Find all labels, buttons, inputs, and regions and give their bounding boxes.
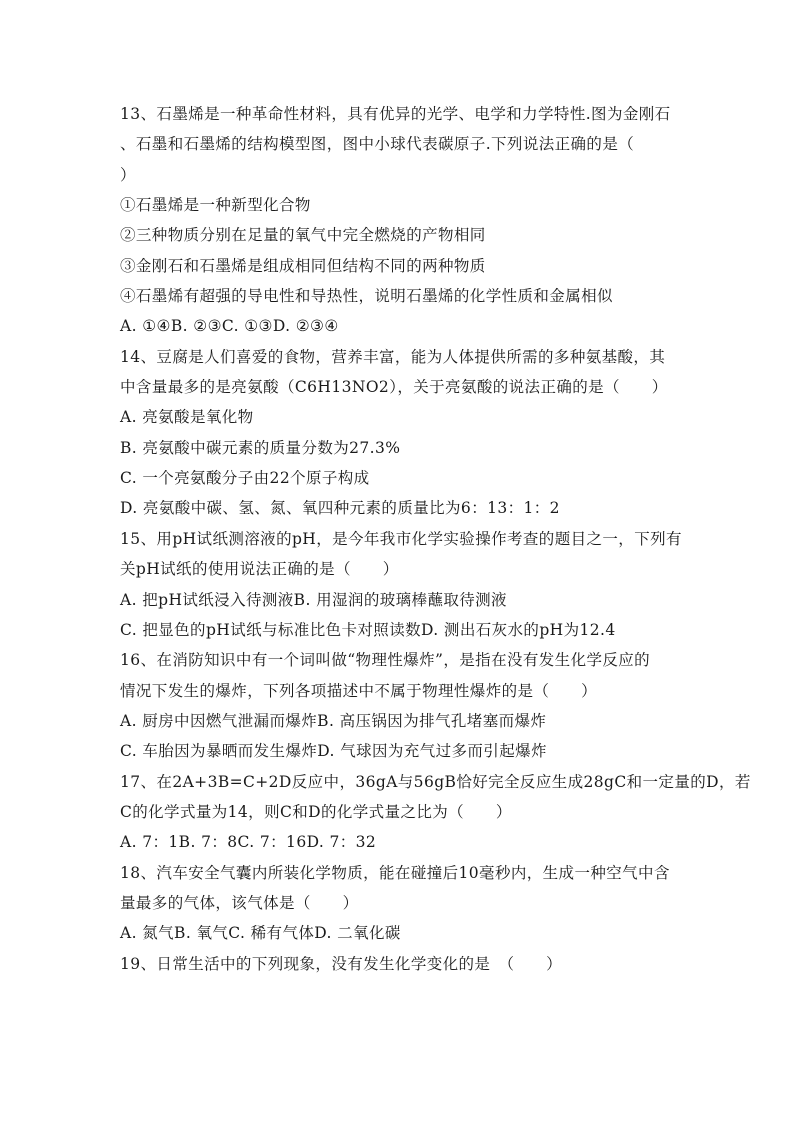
q14-option-a: A. 亮氨酸是氧化物 <box>120 408 254 427</box>
q13-statement-2: ②三种物质分别在足量的氧气中完全燃烧的产物相同 <box>120 226 486 245</box>
q13-stem-line-2: 、石墨和石墨烯的结构模型图，图中小球代表碳原子.下列说法正确的是（ <box>120 135 635 154</box>
q16-stem-line-1: 16、在消防知识中有一个词叫做“物理性爆炸”，是指在没有发生化学反应的 <box>120 651 651 670</box>
q18-stem-line-2: 量最多的气体，该气体是（ ） <box>120 893 359 912</box>
q13-statement-3: ③金刚石和石墨烯是组成相同但结构不同的两种物质 <box>120 256 486 275</box>
q15-options-cd: C. 把显色的pH试纸与标准比色卡对照读数D. 测出石灰水的pH为12.4 <box>120 620 616 639</box>
q17-options: A. 7：1B. 7：8C. 7：16D. 7：32 <box>120 833 377 852</box>
q16-options-cd: C. 车胎因为暴晒而发生爆炸D. 气球因为充气过多而引起爆炸 <box>120 742 547 761</box>
q14-option-b: B. 亮氨酸中碳元素的质量分数为27.3% <box>120 438 401 457</box>
q14-stem-line-1: 14、豆腐是人们喜爱的食物，营养丰富，能为人体提供所需的多种氨基酸，其 <box>120 347 666 366</box>
q14-stem-line-2: 中含量最多的是亮氨酸（C6H13NO2），关于亮氨酸的说法正确的是（ ） <box>120 378 668 397</box>
q16-stem-line-2: 情况下发生的爆炸，下列各项描述中不属于物理性爆炸的是（ ） <box>120 681 598 700</box>
question-text <box>120 99 751 979</box>
q13-options: A. ①④B. ②③C. ①③D. ②③④ <box>120 317 339 336</box>
q13-stem-line-1: 13、石墨烯是一种革命性材料，具有优异的光学、电学和力学特性.图为金刚石 <box>120 105 671 123</box>
q15-stem-line-1: 15、用pH试纸测溶液的pH，是今年我市化学实验操作考查的题目之一，下列有 <box>120 529 682 548</box>
q17-stem-line-1: 17、在2A+3B=C+2D反应中，36gA与56gB恰好完全反应生成28gC和一定量的D，若 <box>120 772 751 791</box>
q18-options: A. 氮气B. 氧气C. 稀有气体D. 二氧化碳 <box>120 924 401 943</box>
q13-statement-1: ①石墨烯是一种新型化合物 <box>120 196 311 215</box>
q13-stem-line-3: ） <box>120 165 136 184</box>
q16-options-ab: A. 厨房中因燃气泄漏而爆炸B. 高压锅因为排气孔堵塞而爆炸 <box>120 711 547 730</box>
q17-stem-line-2: C的化学式量为14，则C和D的化学式量之比为（ ） <box>120 802 512 821</box>
q13-statement-4: ④石墨烯有超强的导电性和导热性，说明石墨烯的化学性质和金属相似 <box>120 287 613 306</box>
q15-options-ab: A. 把pH试纸浸入待测液B. 用湿润的玻璃棒蘸取待测液 <box>120 590 507 609</box>
q19-stem: 19、日常生活中的下列现象，没有发生化学变化的是 （ ） <box>120 954 563 973</box>
q14-option-c: C. 一个亮氨酸分子由22个原子构成 <box>120 469 370 488</box>
q14-option-d: D. 亮氨酸中碳、氢、氮、氧四种元素的质量比为6：13：1：2 <box>120 499 560 518</box>
q15-stem-line-2: 关pH试纸的使用说法正确的是（ ） <box>120 560 399 579</box>
q18-stem-line-1: 18、汽车安全气囊内所装化学物质，能在碰撞后10毫秒内，生成一种空气中含 <box>120 863 670 882</box>
